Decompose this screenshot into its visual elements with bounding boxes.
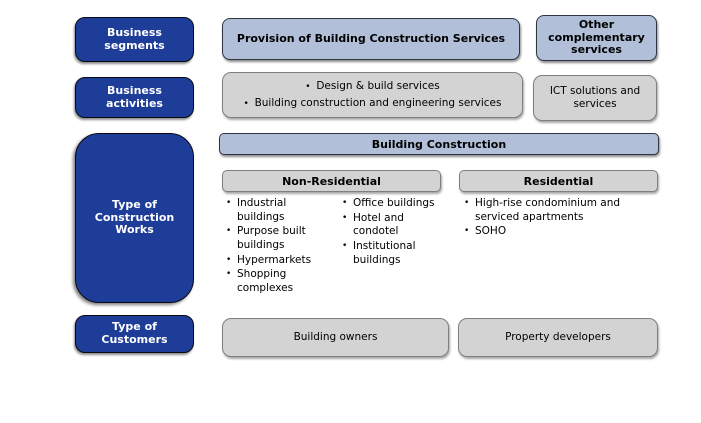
residential-list: [462, 197, 632, 240]
bullet-item: • SOHO: [462, 225, 632, 239]
row-label-business-segments: Business segments: [75, 17, 194, 62]
bullet-item: • Institutional buildings: [340, 240, 445, 267]
row-label-type-of-construction-works: Type of Construction Works: [75, 133, 194, 303]
customer-property-developers-box: Property developers: [458, 318, 658, 357]
bullet-item: • Design & build services: [244, 78, 502, 95]
building-construction-header: Building Construction: [219, 133, 659, 155]
bullet-item: • Building construction and engineering services: [244, 95, 502, 112]
activities-other-box: ICT solutions and services: [533, 75, 657, 121]
residential-header: Residential: [459, 170, 658, 192]
row-label-business-activities: Business activities: [75, 77, 194, 118]
non-residential-list-col1: [224, 197, 332, 296]
customer-building-owners-box: Building owners: [222, 318, 449, 357]
bullet-item: • Industrial buildings: [224, 197, 332, 224]
activities-main-box: [222, 72, 523, 118]
non-residential-header: Non-Residential: [222, 170, 441, 192]
bullet-item: • Shopping complexes: [224, 268, 332, 295]
bullet-item: • Office buildings: [340, 197, 445, 211]
row-label-type-of-customers: Type of Customers: [75, 315, 194, 353]
segment-other-complementary-services: Other complementary services: [536, 15, 657, 61]
bullet-item: • High-rise condominium and serviced apartments: [462, 197, 632, 224]
bullet-item: • Hotel and condotel: [340, 212, 445, 239]
segment-main-construction-services: Provision of Building Construction Services: [222, 18, 520, 60]
activities-bullet-list: [244, 78, 502, 112]
non-residential-list-col2: [340, 197, 445, 268]
bullet-item: • Purpose built buildings: [224, 225, 332, 252]
bullet-item: • Hypermarkets: [224, 254, 332, 268]
